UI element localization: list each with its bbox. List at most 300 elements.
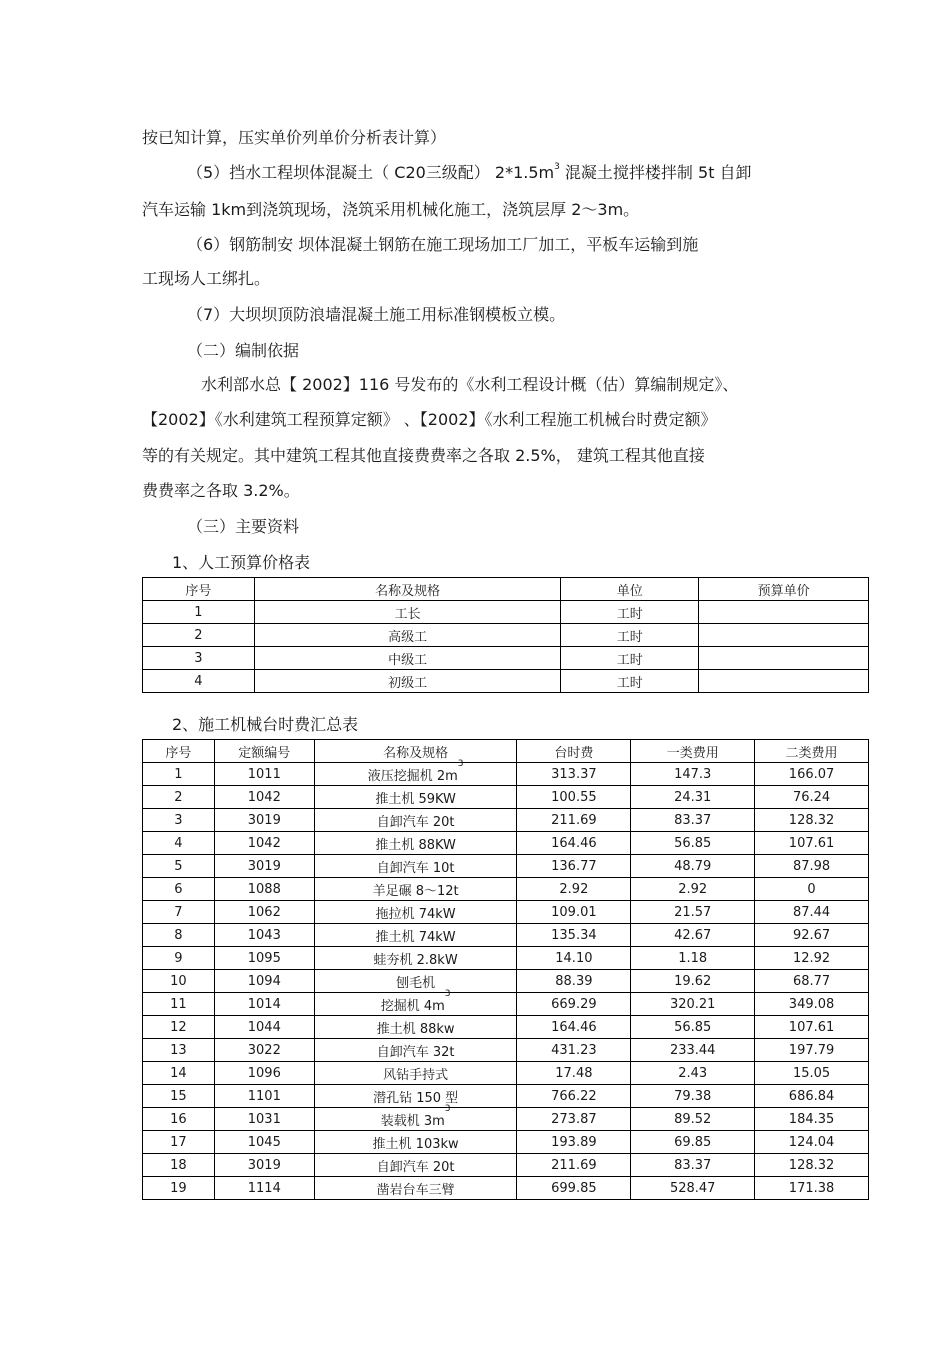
table-cell [214,924,314,947]
table-cell [631,855,755,878]
text-line: 水利部水总【 2002】116 号发布的《水利工程设计概（估）算编制规定》、 [201,375,739,394]
cell-text: 1045 [247,1134,281,1150]
cell-text: 669.29 [551,996,597,1012]
table-cell [631,1039,755,1062]
table-cell [314,878,517,901]
cell-text: 风钻手持式 [383,1067,449,1083]
table-cell [517,947,631,970]
table-cell [314,970,517,993]
table-row [143,1108,869,1131]
table-row [143,1177,869,1200]
table-cell [755,763,869,786]
table-cell [214,1016,314,1039]
table-cell [314,1039,517,1062]
table-cell [314,786,517,809]
cell-text: 1043 [247,927,281,943]
table-cell [699,624,869,647]
table-row [143,1016,869,1039]
table-cell [631,1108,755,1131]
table-cell [631,809,755,832]
table-row [143,1131,869,1154]
table-cell [755,878,869,901]
cell-text: 11 [170,996,187,1012]
cell-text: 76.24 [792,789,831,805]
text-line: 等的有关规定。其中建筑工程其他直接费费率之各取 2.5%， 建筑工程其他直接 [142,446,705,465]
table-header-row [143,740,869,763]
table-cell [214,832,314,855]
table-cell [755,1085,869,1108]
table-cell [214,1085,314,1108]
cell-text: 21.57 [674,904,712,920]
cell-text: 0 [807,881,816,897]
table-cell [517,1085,631,1108]
cell-text: 液压挖掘机 2m [367,768,458,784]
table-cell: 3 [143,647,255,670]
cell-text: 8 [174,927,183,943]
cell-text: 56.85 [674,835,712,851]
cell-text: 273.87 [551,1111,597,1127]
table-cell [143,1039,215,1062]
table-cell [517,970,631,993]
table-cell [143,1154,215,1177]
cell-text: 83.37 [674,812,712,828]
cell-text: 17.48 [555,1065,593,1081]
table-cell [631,878,755,901]
superscript: 3 [444,1103,451,1114]
table-row [143,878,869,901]
table-cell [517,763,631,786]
cell-text: 自卸汽车 20t [376,1159,455,1175]
table-cell: 工时 [561,647,699,670]
cell-text: 1094 [247,973,281,989]
table-cell [214,763,314,786]
cell-text: 3 [174,812,183,828]
table-cell: 2 [143,624,255,647]
table-cell [631,1154,755,1177]
table-cell [143,878,215,901]
table-cell [143,809,215,832]
superscript: 3 [554,162,560,172]
table-cell: 工时 [561,601,699,624]
cell-text: 87.98 [792,858,831,874]
table-cell [755,1177,869,1200]
cell-text: 48.79 [674,858,712,874]
cell-text: 7 [174,904,183,920]
cell-text: 推土机 59KW [375,791,456,807]
cell-text: 潜孔钻 150 型 [373,1090,459,1106]
cell-text: 15 [170,1088,187,1104]
table-row [143,832,869,855]
cell-text: 推土机 74kW [375,929,456,945]
table-cell [214,786,314,809]
cell-text: 1 [174,766,183,782]
cell-text: 766.22 [551,1088,597,1104]
table-cell [214,1131,314,1154]
table-cell [517,1062,631,1085]
cell-text: 1014 [247,996,281,1012]
table-cell [517,878,631,901]
table-cell [314,1177,517,1200]
superscript: 3 [457,758,464,769]
table-row [143,601,869,624]
table-cell [631,1016,755,1039]
table-cell [314,1062,517,1085]
cell-text: 3022 [247,1042,281,1058]
table-cell [631,832,755,855]
table-cell [314,758,517,786]
text-line: 【2002】《水利建筑工程预算定额》 、【2002】《水利工程施工机械台时费定额》 [142,410,717,429]
cell-text: 3019 [247,858,281,874]
table-cell [631,1062,755,1085]
table-cell [755,1016,869,1039]
table-cell: 初级工 [254,670,561,693]
table-cell [214,1108,314,1131]
table-cell: 工长 [254,601,561,624]
table-row [143,1154,869,1177]
table-body [143,758,869,1200]
cell-text: 3019 [247,1157,281,1173]
cell-text: 107.61 [788,835,835,851]
cell-text: 164.46 [551,835,597,851]
cell-text: 79.38 [674,1088,712,1104]
cell-text: 92.67 [792,927,831,943]
text-line: （6）钢筋制安 坝体混凝土钢筋在施工现场加工厂加工，平板车运输到施 [187,235,699,254]
table-cell [631,1131,755,1154]
table-cell [755,1108,869,1131]
table-cell [214,1062,314,1085]
table-cell [143,993,215,1016]
cell-text: 自卸汽车 32t [376,1044,455,1060]
table-cell [517,809,631,832]
cell-text: 19.62 [674,973,712,989]
table-cell [631,901,755,924]
table-cell [517,832,631,855]
table-cell: 高级工 [254,624,561,647]
cell-text: 1095 [247,950,281,966]
cell-text: 320.21 [669,996,716,1012]
table-row [143,1085,869,1108]
column-header: 预算单价 [699,578,869,601]
table-cell [214,1154,314,1177]
table-cell [143,855,215,878]
table-cell [517,924,631,947]
text-line: 工现场人工绑扎。 [142,269,271,288]
table-cell [214,901,314,924]
cell-text: 1011 [247,766,281,782]
table-cell [699,647,869,670]
cell-text: 13 [170,1042,187,1058]
table-cell [699,670,869,693]
cell-text: 4 [174,835,183,851]
text-line: 按已知计算，压实单价列单价分析表计算） [142,128,447,147]
cell-text: 171.38 [788,1180,835,1196]
cell-text: 12.92 [792,950,831,966]
table-cell [314,901,517,924]
cell-text: 109.01 [551,904,597,920]
table-cell [517,1177,631,1200]
table-cell [143,786,215,809]
cell-text: 蛙夯机 2.8kW [373,952,458,968]
column-header: 一类费用 [631,740,755,763]
table-cell [517,1039,631,1062]
cell-text: 349.08 [788,996,835,1012]
table-cell [214,1177,314,1200]
section-heading: （二）编制依据 [187,341,300,360]
table-caption: 1、人工预算价格表 [172,553,311,572]
table-cell [517,901,631,924]
cell-text: 56.85 [674,1019,712,1035]
table-cell [755,1039,869,1062]
table-cell [755,832,869,855]
table-row [143,624,869,647]
cell-text: 5 [174,858,183,874]
table-cell [214,855,314,878]
text-line: （7）大坝坝顶防浪墙混凝土施工用标准钢模板立模。 [187,305,566,324]
cell-text: 1044 [247,1019,281,1035]
table-cell [631,970,755,993]
table-cell [143,1016,215,1039]
table-row [143,901,869,924]
column-header: 名称及规格 [314,740,517,763]
cell-text: 2 [174,789,183,805]
cell-text: 14.10 [555,950,593,966]
table-cell [755,809,869,832]
cell-text: 2.92 [678,881,708,897]
cell-text: 装载机 3m [380,1113,445,1129]
cell-text: 166.07 [788,766,835,782]
cell-text: 3019 [247,812,281,828]
cell-text: 1062 [247,904,281,920]
table-cell [631,947,755,970]
cell-text: 313.37 [551,766,597,782]
table-cell [143,970,215,993]
cell-text: 羊足碾 8～12t [372,883,459,899]
table-cell [314,1085,517,1108]
table-row [143,855,869,878]
cell-text: 18 [170,1157,187,1173]
cell-text: 24.31 [674,789,712,805]
table-cell [143,947,215,970]
table-cell [755,1131,869,1154]
cell-text: 42.67 [674,927,712,943]
cell-text: 147.3 [674,766,712,782]
text-line: 费费率之各取 3.2%。 [142,481,300,500]
cell-text: 刨毛机 [396,975,436,991]
cell-text: 挖掘机 4m [380,998,445,1014]
cell-text: 推土机 88kw [376,1021,455,1037]
column-header: 序号 [143,740,215,763]
table-cell [631,763,755,786]
cell-text: 184.35 [788,1111,835,1127]
table-row [143,809,869,832]
cell-text: 6 [174,881,183,897]
cell-text: 推土机 88KW [375,837,456,853]
table-cell [143,924,215,947]
cell-text: 164.46 [551,1019,597,1035]
table-cell [631,1085,755,1108]
cell-text: 83.37 [674,1157,712,1173]
cell-text: 100.55 [551,789,597,805]
table-row [143,993,869,1016]
text-segment: 混凝土搅拌楼拌制 5t 自卸 [559,163,752,182]
cell-text: 1088 [247,881,281,897]
table-cell [517,1131,631,1154]
table-cell [143,763,215,786]
table-cell [755,947,869,970]
cell-text: 17 [170,1134,187,1150]
table-cell [631,924,755,947]
cell-text: 135.34 [551,927,597,943]
table-cell [314,809,517,832]
table-cell [699,601,869,624]
table-cell [314,924,517,947]
table-cell [755,901,869,924]
cell-text: 15.05 [792,1065,831,1081]
table-cell: 中级工 [254,647,561,670]
table-cell [214,809,314,832]
table-cell [214,970,314,993]
table-caption: 2、施工机械台时费汇总表 [172,715,359,734]
table-cell [143,1108,215,1131]
cell-text: 68.77 [792,973,831,989]
table-cell [143,1085,215,1108]
table-cell [631,786,755,809]
cell-text: 2.92 [559,881,589,897]
text-line: 汽车运输 1km到浇筑现场，浇筑采用机械化施工，浇筑层厚 2～3m。 [142,200,640,219]
table-cell [314,988,517,1016]
column-header: 单位 [561,578,699,601]
table-cell [214,947,314,970]
table-cell [314,1016,517,1039]
cell-text: 14 [170,1065,187,1081]
table-cell [631,1177,755,1200]
table-cell [755,924,869,947]
table-cell [517,1154,631,1177]
cell-text: 528.47 [669,1180,716,1196]
column-header: 定额编号 [214,740,314,763]
column-header: 名称及规格 [254,578,561,601]
table-cell [631,993,755,1016]
cell-text: 9 [174,950,183,966]
column-header: 二类费用 [755,740,869,763]
table-cell [517,1016,631,1039]
table-cell [143,1131,215,1154]
cell-text: 1042 [247,835,281,851]
cell-text: 128.32 [788,812,835,828]
cell-text: 233.44 [669,1042,716,1058]
table-row [143,1062,869,1085]
column-header: 序号 [143,578,255,601]
table-row [143,647,869,670]
text-line [187,163,752,183]
cell-text: 128.32 [788,1157,835,1173]
table-cell [517,855,631,878]
table-cell [755,993,869,1016]
table-cell [314,947,517,970]
table-row [143,1039,869,1062]
cell-text: 193.89 [551,1134,597,1150]
cell-text: 136.77 [551,858,597,874]
cell-text: 1101 [247,1088,281,1104]
table-cell: 1 [143,601,255,624]
cell-text: 87.44 [792,904,831,920]
table-row [143,924,869,947]
cell-text: 12 [170,1019,187,1035]
cell-text: 16 [170,1111,187,1127]
table-cell [755,970,869,993]
table-cell [517,1108,631,1131]
table-cell: 工时 [561,624,699,647]
cell-text: 211.69 [551,1157,597,1173]
table-cell [755,786,869,809]
table-cell [517,993,631,1016]
cell-text: 699.85 [551,1180,597,1196]
cell-text: 88.39 [555,973,593,989]
cell-text: 推土机 103kw [372,1136,459,1152]
cell-text: 89.52 [674,1111,712,1127]
table-cell [314,832,517,855]
column-header: 台时费 [517,740,631,763]
table-row [143,670,869,693]
table-cell [755,1062,869,1085]
table-cell [314,1131,517,1154]
cell-text: 1114 [247,1180,281,1196]
cell-text: 69.85 [674,1134,712,1150]
table-cell [143,1062,215,1085]
cell-text: 拖拉机 74kW [375,906,456,922]
section-heading: （三）主要资料 [187,517,300,536]
table-cell [214,993,314,1016]
table-row [143,786,869,809]
table-cell [214,878,314,901]
table-row [143,763,869,786]
table-cell [755,1154,869,1177]
cell-text: 1096 [247,1065,281,1081]
cell-text: 431.23 [551,1042,597,1058]
cell-text: 自卸汽车 10t [376,860,455,876]
cell-text: 211.69 [551,812,597,828]
table-cell [517,786,631,809]
cell-text: 2.43 [678,1065,708,1081]
cell-text: 自卸汽车 20t [376,814,455,830]
table-cell [143,832,215,855]
table-cell: 4 [143,670,255,693]
table-cell [143,901,215,924]
cell-text: 124.04 [788,1134,835,1150]
table-cell [143,1177,215,1200]
cell-text: 1031 [247,1111,281,1127]
cell-text: 107.61 [788,1019,835,1035]
machine-hour-cost-table [142,739,869,1200]
cell-text: 凿岩台车三臂 [376,1182,455,1198]
table-row [143,970,869,993]
table-cell [755,855,869,878]
cell-text: 10 [170,973,187,989]
table-row [143,947,869,970]
text-segment: （5）挡水工程坝体混凝土（ C20三级配） 2*1.5m [187,163,555,182]
cell-text: 686.84 [788,1088,835,1104]
cell-text: 1.18 [678,950,708,966]
table-header-row [143,578,869,601]
table-cell [314,855,517,878]
table-cell [314,1103,517,1131]
table-cell: 工时 [561,670,699,693]
cell-text: 19 [170,1180,187,1196]
cell-text: 1042 [247,789,281,805]
superscript: 3 [444,988,451,999]
labor-price-table [142,577,869,693]
cell-text: 197.79 [788,1042,835,1058]
